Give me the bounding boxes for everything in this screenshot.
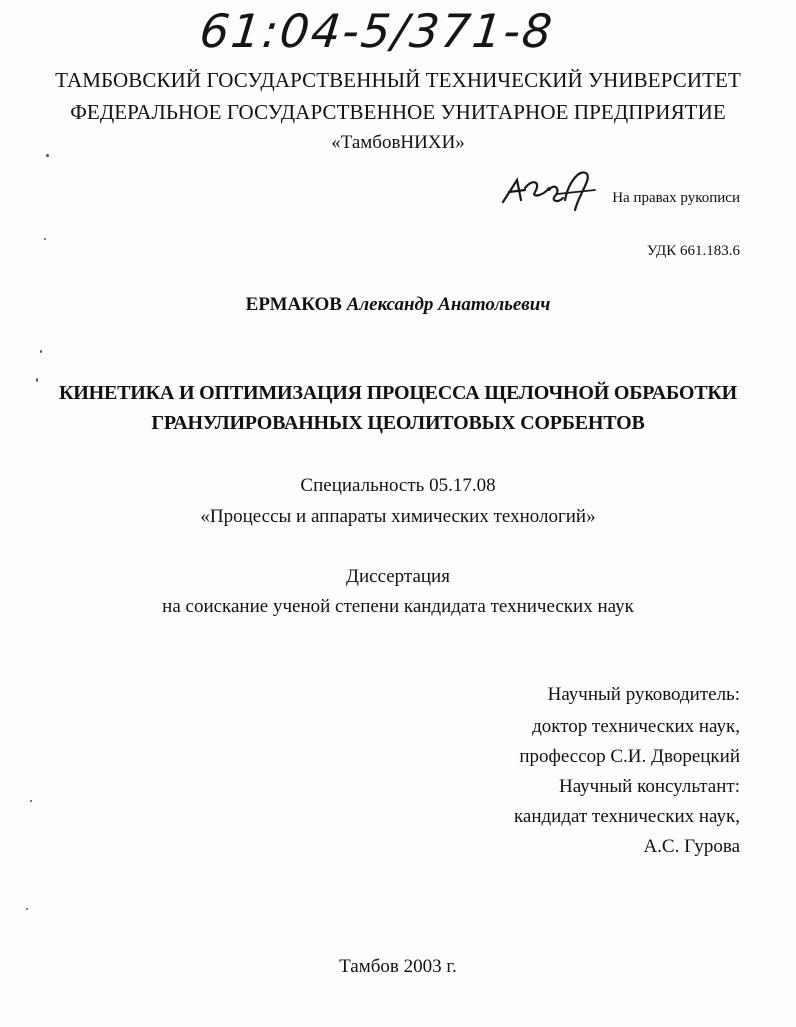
- university-name: ТАМБОВСКИЙ ГОСУДАРСТВЕННЫЙ ТЕХНИЧЕСКИЙ УНИВЕРСИТЕТ: [55, 68, 741, 92]
- specialty-name: «Процессы и аппараты химических технологий»: [200, 506, 596, 527]
- scan-speck: [30, 800, 32, 802]
- author-name: [0, 294, 796, 316]
- scan-speck: [26, 908, 28, 910]
- enterprise-name: ФЕДЕРАЛЬНОЕ ГОСУДАРСТВЕННОЕ УНИТАРНОЕ ПРЕДПРИЯТИЕ: [70, 100, 726, 124]
- organization-name: «ТамбовНИХИ»: [331, 132, 465, 153]
- scan-speck: [40, 350, 42, 353]
- dissertation-title-line-1: КИНЕТИКА И ОПТИМИЗАЦИЯ ПРОЦЕССА ЩЕЛОЧНОЙ ОБРАБОТКИ: [58, 382, 738, 404]
- scan-speck: [44, 238, 46, 240]
- dissertation-title-line-2: ГРАНУЛИРОВАННЫХ ЦЕОЛИТОВЫХ СОРБЕНТОВ: [151, 412, 645, 434]
- degree-statement: на соискание ученой степени кандидата технических наук: [162, 596, 634, 617]
- supervisor-line: доктор технических наук,: [532, 716, 740, 737]
- supervisor-line: Научный руководитель:: [547, 684, 740, 705]
- consultant-line: кандидат технических наук,: [513, 806, 740, 827]
- dissertation-label: Диссертация: [346, 566, 450, 587]
- udk-code: УДК 661.183.6: [646, 243, 740, 259]
- specialty-code: Специальность 05.17.08: [300, 475, 496, 496]
- scan-speck: [36, 378, 38, 382]
- signature-icon: [495, 160, 605, 220]
- place-and-year: Тамбов 2003 г.: [339, 956, 457, 977]
- consultant-line: А.С. Гурова: [643, 836, 740, 857]
- consultant-line: Научный консультант:: [558, 776, 740, 797]
- scan-speck: [46, 154, 49, 157]
- author-given-names: Александр Анатольевич: [346, 294, 551, 315]
- handwritten-archive-code: 61:04-5/371-8: [197, 4, 557, 58]
- manuscript-rights-note: На правах рукописи: [612, 190, 740, 206]
- supervisor-line: профессор С.И. Дворецкий: [519, 746, 740, 767]
- author-surname: ЕРМАКОВ: [245, 294, 342, 315]
